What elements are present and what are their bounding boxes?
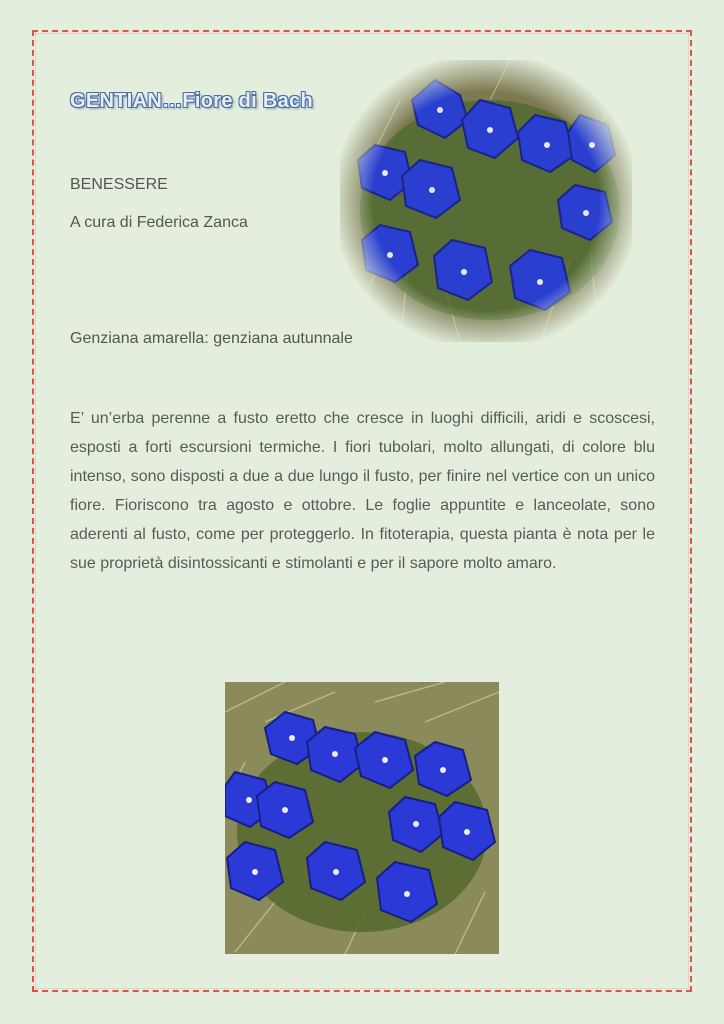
article-subtitle: Genziana amarella: genziana autunnale [70,330,353,347]
section-label: BENESSERE [70,176,168,193]
article-body: E’ un’erba perenne a fusto eretto che cresce in luoghi difficili, aridi e scoscesi, esposti a forti escursioni termiche. I fiori tubolari, molto allungati, di colore blu intenso, sono disposti a due a due lungo il fusto, per finire nel vertice con un unico fiore. Fioriscono tra agosto e ottobre. Le foglie appuntite e lanceolate, sono aderenti al fusto, come per proteggerlo. In fitoterapia, questa pianta è nota per le sue proprietà disintossicanti e stimolanti e per il sapore molto amaro. [70,410,655,572]
author-byline: A cura di Federica Zanca [70,214,248,231]
gentian-flowers-photo-icon [340,60,632,342]
gentian-photo-top [340,60,632,342]
article-title: GENTIAN…Fiore di Bach [70,90,313,112]
gentian-photo-bottom [225,682,499,954]
gentian-flowers-photo-icon [225,682,499,954]
